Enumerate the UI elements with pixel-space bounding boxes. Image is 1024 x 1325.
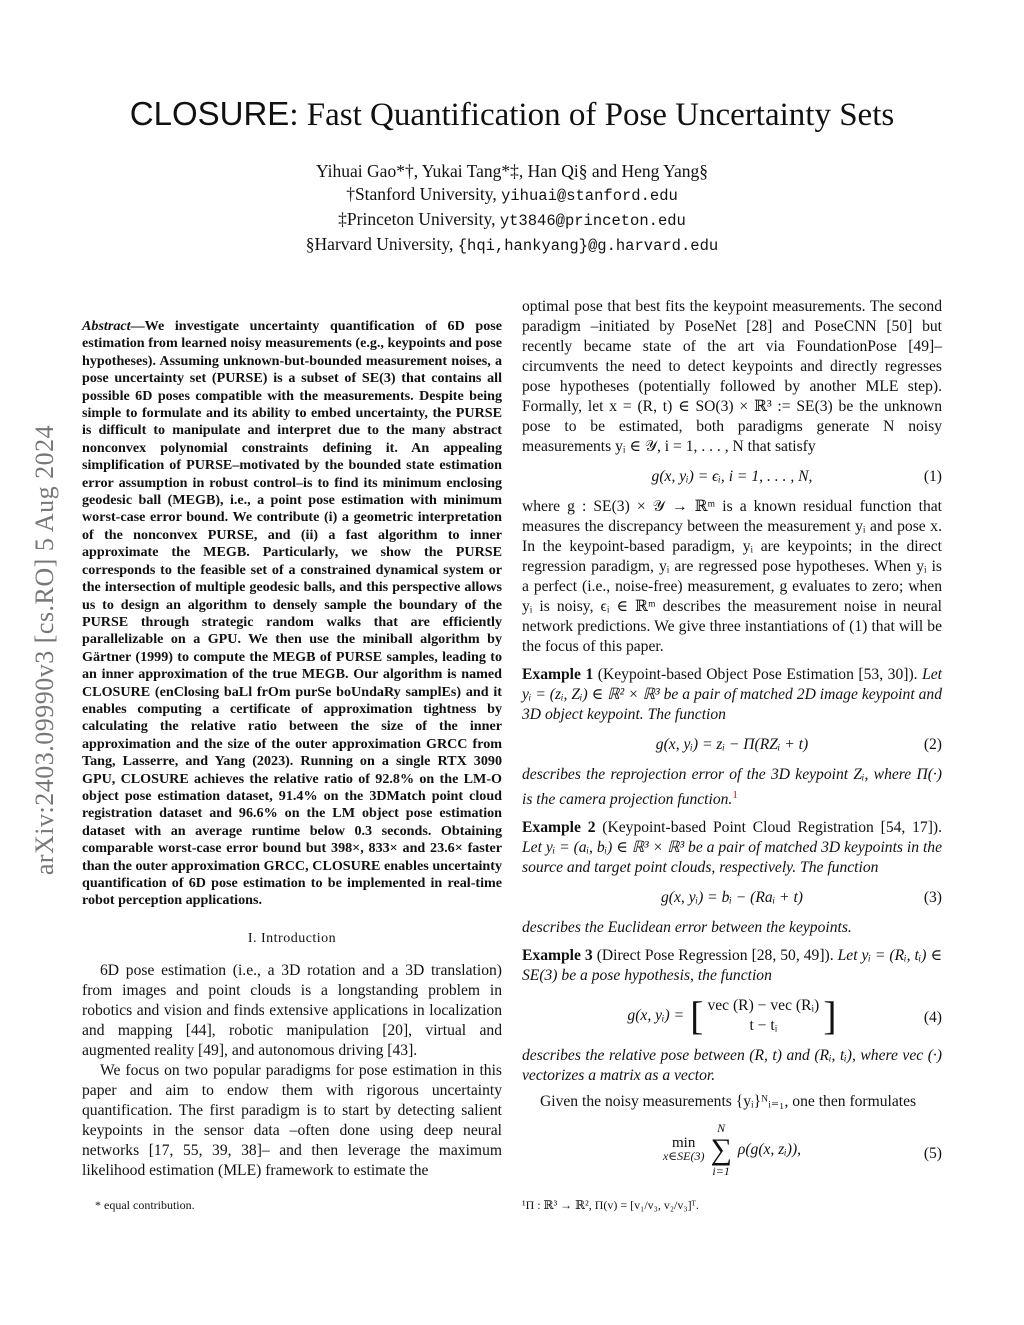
- example-3-title: (Direct Pose Regression [28, 50, 49]).: [592, 947, 834, 965]
- equation-2: g(x, yᵢ) = zᵢ − Π(RZᵢ + t) (2): [655, 736, 942, 753]
- example-1-after: describes the reprojection error of the 3D keypoint Zᵢ, where Π(·) is the camera projection function.$^1$: [522, 766, 942, 809]
- example-1: [522, 665, 942, 725]
- example-1-head: Example 1: [522, 666, 594, 683]
- affiliation-harvard: §Harvard University, {hqi,hankyang}@g.harvard.edu: [305, 234, 719, 255]
- title-acronym: CLOSURE: [129, 95, 290, 132]
- abstract-text: —We investigate uncertainty quantification of 6D pose estimation from learned noisy measurements (e.g., keypoints and pose hypotheses). Assuming unknown-but-bounded measurement noises, a pose uncertainty set (PURSE) is a subset of SE(3) that contains all possible 6D poses compatible with the measurements. Despite being simple to formulate and its ability to embed uncertainty, the PURSE is difficult to manipulate and interpret due to the many abstract nonconvex polynomial constraints defining it. An appealing simplification of PURSE–motivated by the bounded state estimation error assumption in robust control–is to find its minimum enclosing geodesic ball (MEGB), i.e., a point pose estimation with minimum worst-case error bound. We contribute (i) a geometric interpretation of the nonconvex PURSE, and (ii) a fast algorithm to inner approximate the MEGB. Particularly, we show the PURSE corresponds to the feasible set of a constrained dynamical system or the intersection of multiple geodesic balls, and this perspective allows us to design an algorithm to densely sample the boundary of the PURSE through strategic random walks that are efficiently parallelizable on a GPU. We then use the miniball algorithm by Gärtner (1999) to compute the MEGB of PURSE samples, leading to an inner approximation of the true MEGB. Our algorithm is named CLOSURE (enClosing baLl frOm purSe boUndaRy samplEs) and it enables computing a certificate of approximation tightness by calculating the relative ratio between the size of the inner approximation and the size of the outer approximation GRCC from Tang, Lasserre, and Yang (2023). Running on a single RTX 3090 GPU, CLOSURE achieves the relative ratio of 92.8% on the LM-O object pose estimation dataset, 91.4% on the 3DMatch point cloud registration dataset and 96.6% on the LM object pose estimation dataset with an average runtime below 0.3 seconds. Obtaining comparable worst-case error bound but 398×, 833× and 23.6× faster than the outer approximation GRCC, CLOSURE enables uncertainty quantification of 6D pose estimation to be implemented in real-time robot perception applications.: [82, 318, 502, 909]
- example-3-after: describes the relative pose between (R, t) and (Rᵢ, tᵢ), where vec (·) vectorizes a matrix as a vector.: [522, 1047, 942, 1085]
- equation-1-number: (1): [923, 468, 942, 485]
- author-names: Yihuai Gao*†, Yukai Tang*‡, Han Qi§ and Heng Yang§: [316, 161, 708, 181]
- right-column: [522, 297, 942, 1188]
- equation-5-number: (5): [923, 1145, 942, 1163]
- footnote-marker[interactable]: 1: [732, 789, 738, 801]
- example-2: [522, 818, 942, 878]
- min-operator: min x∈SE(3): [662, 1135, 705, 1164]
- example-3: [522, 946, 942, 986]
- footnote-projection: ¹Π : ℝ³ → ℝ², Π(v) = [v₁/v₃, v₂/v₃]ᵀ.: [522, 1198, 699, 1212]
- abstract-label: Abstract: [82, 318, 131, 334]
- section-heading: I. Introduction: [247, 930, 337, 946]
- email-princeton[interactable]: yt3846@princeton.edu: [499, 212, 686, 230]
- title-text: : Fast Quantification of Pose Uncertainty Sets: [289, 97, 895, 133]
- arxiv-sidebar: [30, 350, 60, 950]
- equation-1: g(x, yᵢ) = ϵᵢ, i = 1, . . . , N, (1): [651, 468, 942, 485]
- sum-operator: N ∑ i=1: [710, 1121, 732, 1179]
- footnote-equal-contribution: * equal contribution.: [95, 1198, 195, 1212]
- example-1-text: Let yᵢ = (zᵢ, Zᵢ) ∈ ℝ² × ℝ³ be a pair of matched 2D image keypoint and 3D object keypoint. The function: [522, 666, 942, 723]
- equation-4-number: (4): [923, 1009, 942, 1027]
- example-3-head: Example 3: [522, 947, 593, 965]
- email-stanford[interactable]: yihuai@stanford.edu: [501, 187, 678, 205]
- right-paragraph-2: where g : SE(3) × 𝒴 → ℝᵐ is a known residual function that measures the discrepancy between the measurement yᵢ and pose x. In the keypoint-based paradigm, yᵢ are keypoints; in the direct regression paradigm, yᵢ are regressed pose hypotheses. When yᵢ is a perfect (i.e., noise-free) measurement, g evaluates to zero; when yᵢ is noisy, ϵᵢ ∈ ℝᵐ describes the measurement noise in neural network predictions. We give three instantiations of (1) that will be the focus of this paper.: [522, 498, 942, 655]
- equation-4: g(x, yᵢ) = [ vec (R) − vec (Rᵢ) t − tᵢ ] (4): [627, 993, 942, 1039]
- equation-3-number: (3): [923, 889, 942, 907]
- example-2-title: (Keypoint-based Point Cloud Registration [54, 17]).: [595, 819, 942, 837]
- author-block: [0, 160, 1024, 258]
- intro-paragraph-1: 6D pose estimation (i.e., a 3D rotation and a 3D translation) from images and point clouds is a longstanding problem in robotics and vision and finds extensive applications in localization and mapping [44], robotic manipulation [20], virtual and augmented reality [49], and autonomous driving [43].: [82, 962, 502, 1060]
- email-harvard[interactable]: {hqi,hankyang}@g.harvard.edu: [457, 237, 719, 255]
- right-paragraph-1: optimal pose that best fits the keypoint measurements. The second paradigm –initiated by PoseNet [28] and PoseCNN [50] but recently became state of the art via FoundationPose [49]– circumvents the need to detect keypoints and directly regresses pose hypotheses (potentially followed by another MLE step). Formally, let x = (R, t) ∈ SO(3) × ℝ³ := SE(3) be the unknown pose to be estimated, both paradigms generate N noisy measurements yᵢ ∈ 𝒴, i = 1, . . . , N that satisfy: [522, 298, 942, 455]
- example-2-text: Let yᵢ = (aᵢ, bᵢ) ∈ ℝ³ × ℝ³ be a pair of matched 3D keypoints in the source and target point clouds, respectively. The function: [522, 839, 942, 877]
- equation-5: min x∈SE(3) N ∑ i=1 ρ(g(x, zᵢ)), (5): [662, 1121, 942, 1179]
- affiliation-princeton: ‡Princeton University, yt3846@princeton.edu: [338, 209, 686, 230]
- equation-3: g(x, yᵢ) = bᵢ − (Raᵢ + t) (3): [660, 889, 942, 907]
- example-2-after: describes the Euclidean error between the keypoints.: [522, 919, 852, 937]
- example-2-head: Example 2: [522, 819, 596, 837]
- equation-2-number: (2): [923, 736, 942, 753]
- example-3-text: Let yᵢ = (Rᵢ, tᵢ) ∈ SE(3) be a pose hypothesis, the function: [522, 947, 942, 985]
- abstract: [82, 318, 502, 910]
- intro-paragraph-2: We focus on two popular paradigms for pose estimation in this paper and aim to endow them with rigorous uncertainty quantification. The first paradigm is to start by detecting salient keypoints in the sensor data –often done using deep neural networks [17, 55, 39, 38]– and then leverage the maximum likelihood estimation (MLE) framework to estimate the: [82, 1062, 502, 1180]
- example-1-title: (Keypoint-based Object Pose Estimation [53, 30]).: [593, 666, 918, 683]
- affiliation-stanford: †Stanford University, yihuai@stanford.edu: [346, 184, 678, 205]
- paper-title: [0, 95, 1024, 134]
- right-paragraph-3: Given the noisy measurements {yᵢ}ᴺᵢ₌₁, one then formulates: [540, 1093, 917, 1111]
- equation-4-matrix: [ vec (R) − vec (Rᵢ) t − tᵢ ]: [690, 993, 837, 1039]
- left-column: [82, 318, 502, 1181]
- arxiv-identifier: arXiv:2403.09990v3 [cs.RO] 5 Aug 2024: [30, 424, 60, 876]
